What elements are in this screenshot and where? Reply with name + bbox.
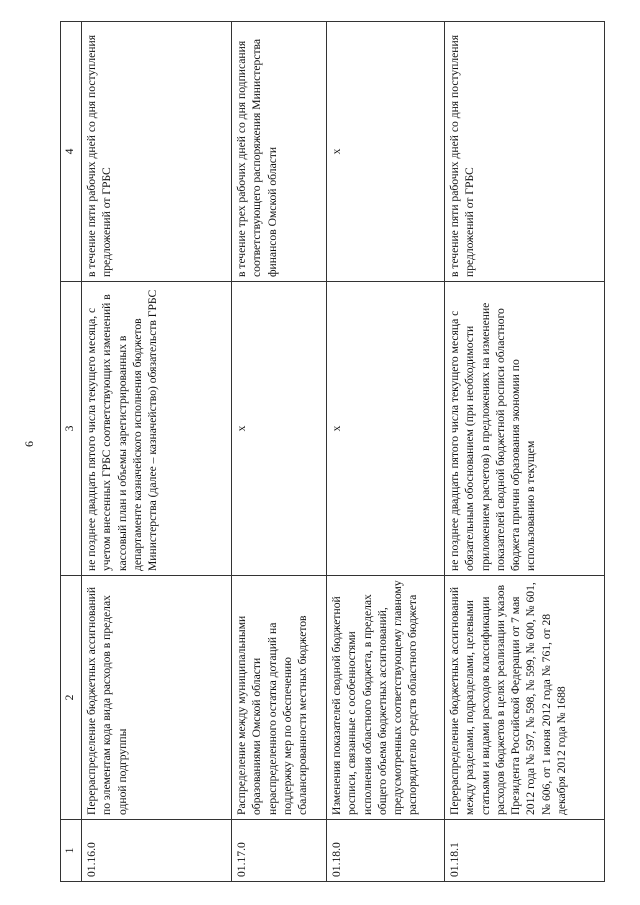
page-number: 6 <box>22 441 36 447</box>
row-period: в течение пяти рабочих дней со дня поступления предложений от ГРБС <box>445 22 605 282</box>
table-row <box>82 22 232 882</box>
row-period: х <box>327 22 445 282</box>
row-deadline: х <box>327 282 445 576</box>
row-code: 01.18.0 <box>327 820 445 882</box>
table-row <box>445 22 605 882</box>
row-deadline: х <box>232 282 327 576</box>
row-description: Перераспределение бюджетных ассигнований по элементам кода вида расходов в пределах одной подгруппы <box>82 576 232 820</box>
table-header-row <box>61 22 82 882</box>
row-description: Распределение между муниципальными образованиями Омской области нераспределенного остатка дотаций на поддержку мер по обеспечению сбалансированности местных бюджетов <box>232 576 327 820</box>
budget-table <box>60 21 605 882</box>
row-description: Перераспределение бюджетных ассигнований между разделами, подразделами, целевыми статьями и видами расходов классификации расходов бюджетов в целях реализации указов Президента Российской Федерации от 7 мая 2012 года № 597, № 598, № 599, № 600, № 601, № 606, от 1 июня 2012 года № 761, от 28 декабря 2012 года № 1688 <box>445 576 605 820</box>
column-header: 4 <box>61 22 82 282</box>
row-deadline: не позднее двадцать пятого числа текущего месяца, с учетом внесенных ГРБС соответствующих изменений в кассовый план и объемы зарегистрированных в департаменте казначейского исполнения бюджетов Министерства (далее – казначейство) обязательств ГРБС <box>82 282 232 576</box>
row-code: 01.17.0 <box>232 820 327 882</box>
row-description: Изменения показателей сводной бюджетной росписи, связанные с особенностями исполнения областного бюджета, в пределах общего объема бюджетных ассигнований, предусмотренных соответствующему главному распорядителю средств областного бюджета <box>327 576 445 820</box>
column-header: 3 <box>61 282 82 576</box>
column-header: 2 <box>61 576 82 820</box>
row-period: в течение трех рабочих дней со дня подписания соответствующего распоряжения Министерства финансов Омской области <box>232 22 327 282</box>
rotated-table-container <box>60 22 605 882</box>
row-period: в течение пяти рабочих дней со дня поступления предложений от ГРБС <box>82 22 232 282</box>
row-code: 01.18.1 <box>445 820 605 882</box>
column-header: 1 <box>61 820 82 882</box>
row-code: 01.16.0 <box>82 820 232 882</box>
table-row <box>232 22 327 882</box>
table-row <box>327 22 445 882</box>
row-deadline: не позднее двадцать пятого числа текущего месяца с обязательным обоснованием (при необходимости приложением расчетов) в предложениях на изменение показателей сводной бюджетной росписи областного бюджета причин образования экономии по использованию в текущем <box>445 282 605 576</box>
